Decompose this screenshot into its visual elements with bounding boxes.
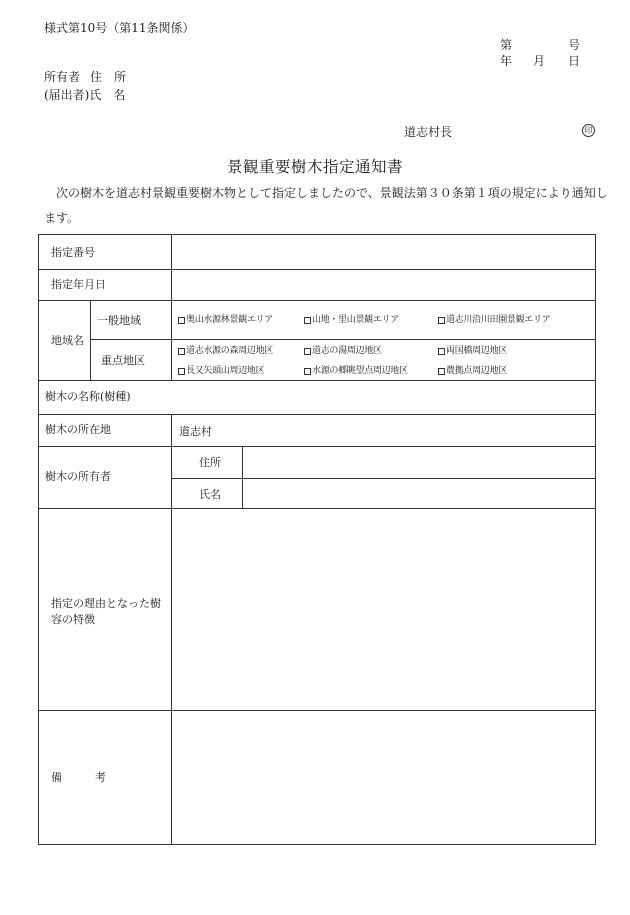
tree-location-label: 樹木の所在地 [45,423,111,436]
remarks-input[interactable] [173,712,593,844]
notifier-name-label: (届出者)氏 名 [44,88,126,102]
designation-date-label: 指定年月日 [51,278,106,291]
column-divider [171,414,172,845]
reason-input[interactable] [173,510,593,709]
general-area-label: 一般地域 [97,314,141,327]
row-divider [39,414,595,415]
reason-label-line-1: 指定の理由となった樹 [51,597,161,610]
row-divider [39,508,595,509]
checkbox-icon [178,348,185,355]
row-divider [39,269,595,270]
column-divider [171,235,172,300]
row-divider [39,710,595,711]
checkbox-icon [438,317,445,324]
year-label: 年 [500,54,513,68]
checkbox-icon [178,368,185,375]
owner-label: 所有者 [44,70,81,84]
checkbox-icon [304,317,311,324]
body-text-line-2: ます。 [44,211,80,225]
checkbox-doshi-no-yu[interactable]: 道志の湯周辺地区 [304,346,382,357]
tree-name-input[interactable] [173,382,593,413]
checkbox-icon [438,348,445,355]
document-title: 景観重要樹木指定通知書 [226,158,403,176]
checkbox-sanchi-satoyama[interactable]: 山地・里山景観エリア [304,315,399,326]
address-label: 住 所 [90,70,127,84]
row-divider [39,380,595,381]
column-divider [90,300,91,380]
checkbox-nagamata[interactable]: 長又矢頭山周辺地区 [178,366,264,377]
checkbox-doshigawa[interactable]: 道志川沿川田園景観エリア [438,315,550,326]
mayor-label: 道志村長 [404,125,453,139]
day-label: 日 [568,54,581,68]
number-suffix: 号 [568,38,581,52]
tree-location-value: 道志村 [179,425,212,438]
checkbox-icon [438,368,445,375]
owner-address-label: 住所 [199,456,221,469]
checkbox-icon [178,317,185,324]
body-text-line-1: 次の樹木を道志村景観重要樹木物として指定しましたので、景観法第３０条第１項の規定により通知し [56,186,608,200]
form-number: 様式第10号（第11条関係） [44,21,195,35]
month-label: 月 [533,54,546,68]
owner-address-input[interactable] [244,448,593,477]
checkbox-ryogokubashi[interactable]: 両国橋周辺地区 [438,346,507,357]
checkbox-nokyoten[interactable]: 農拠点周辺地区 [438,366,507,377]
row-divider [39,446,595,447]
checkbox-icon [304,368,311,375]
remarks-label: 備 考 [51,771,106,784]
checkbox-icon [304,348,311,355]
designation-number-label: 指定番号 [51,246,95,259]
checkbox-suigen-no-sato[interactable]: 水源の郷眺望点周辺地区 [304,366,408,377]
seal-icon: 印 [582,124,595,137]
priority-area-label: 重点地区 [101,354,145,367]
designation-number-input[interactable] [173,236,593,268]
designation-form-table [38,234,596,845]
row-divider [39,300,595,301]
row-divider [172,478,595,479]
owner-name-input[interactable] [244,480,593,507]
column-divider [242,446,243,508]
checkbox-suigen-no-mori[interactable]: 道志水源の森周辺地区 [178,346,273,357]
number-prefix: 第 [500,38,513,52]
tree-owner-label: 樹木の所有者 [45,470,111,483]
region-name-label: 地域名 [51,334,84,347]
row-divider [90,339,595,340]
owner-name-label: 氏名 [199,488,221,501]
reason-label-line-2: 容の特徴 [51,613,95,626]
checkbox-okuyama[interactable]: 奥山水源林景観エリア [178,315,273,326]
column-divider [171,300,172,380]
designation-date-input[interactable] [173,271,593,299]
tree-name-label: 樹木の名称(樹種) [45,390,131,403]
